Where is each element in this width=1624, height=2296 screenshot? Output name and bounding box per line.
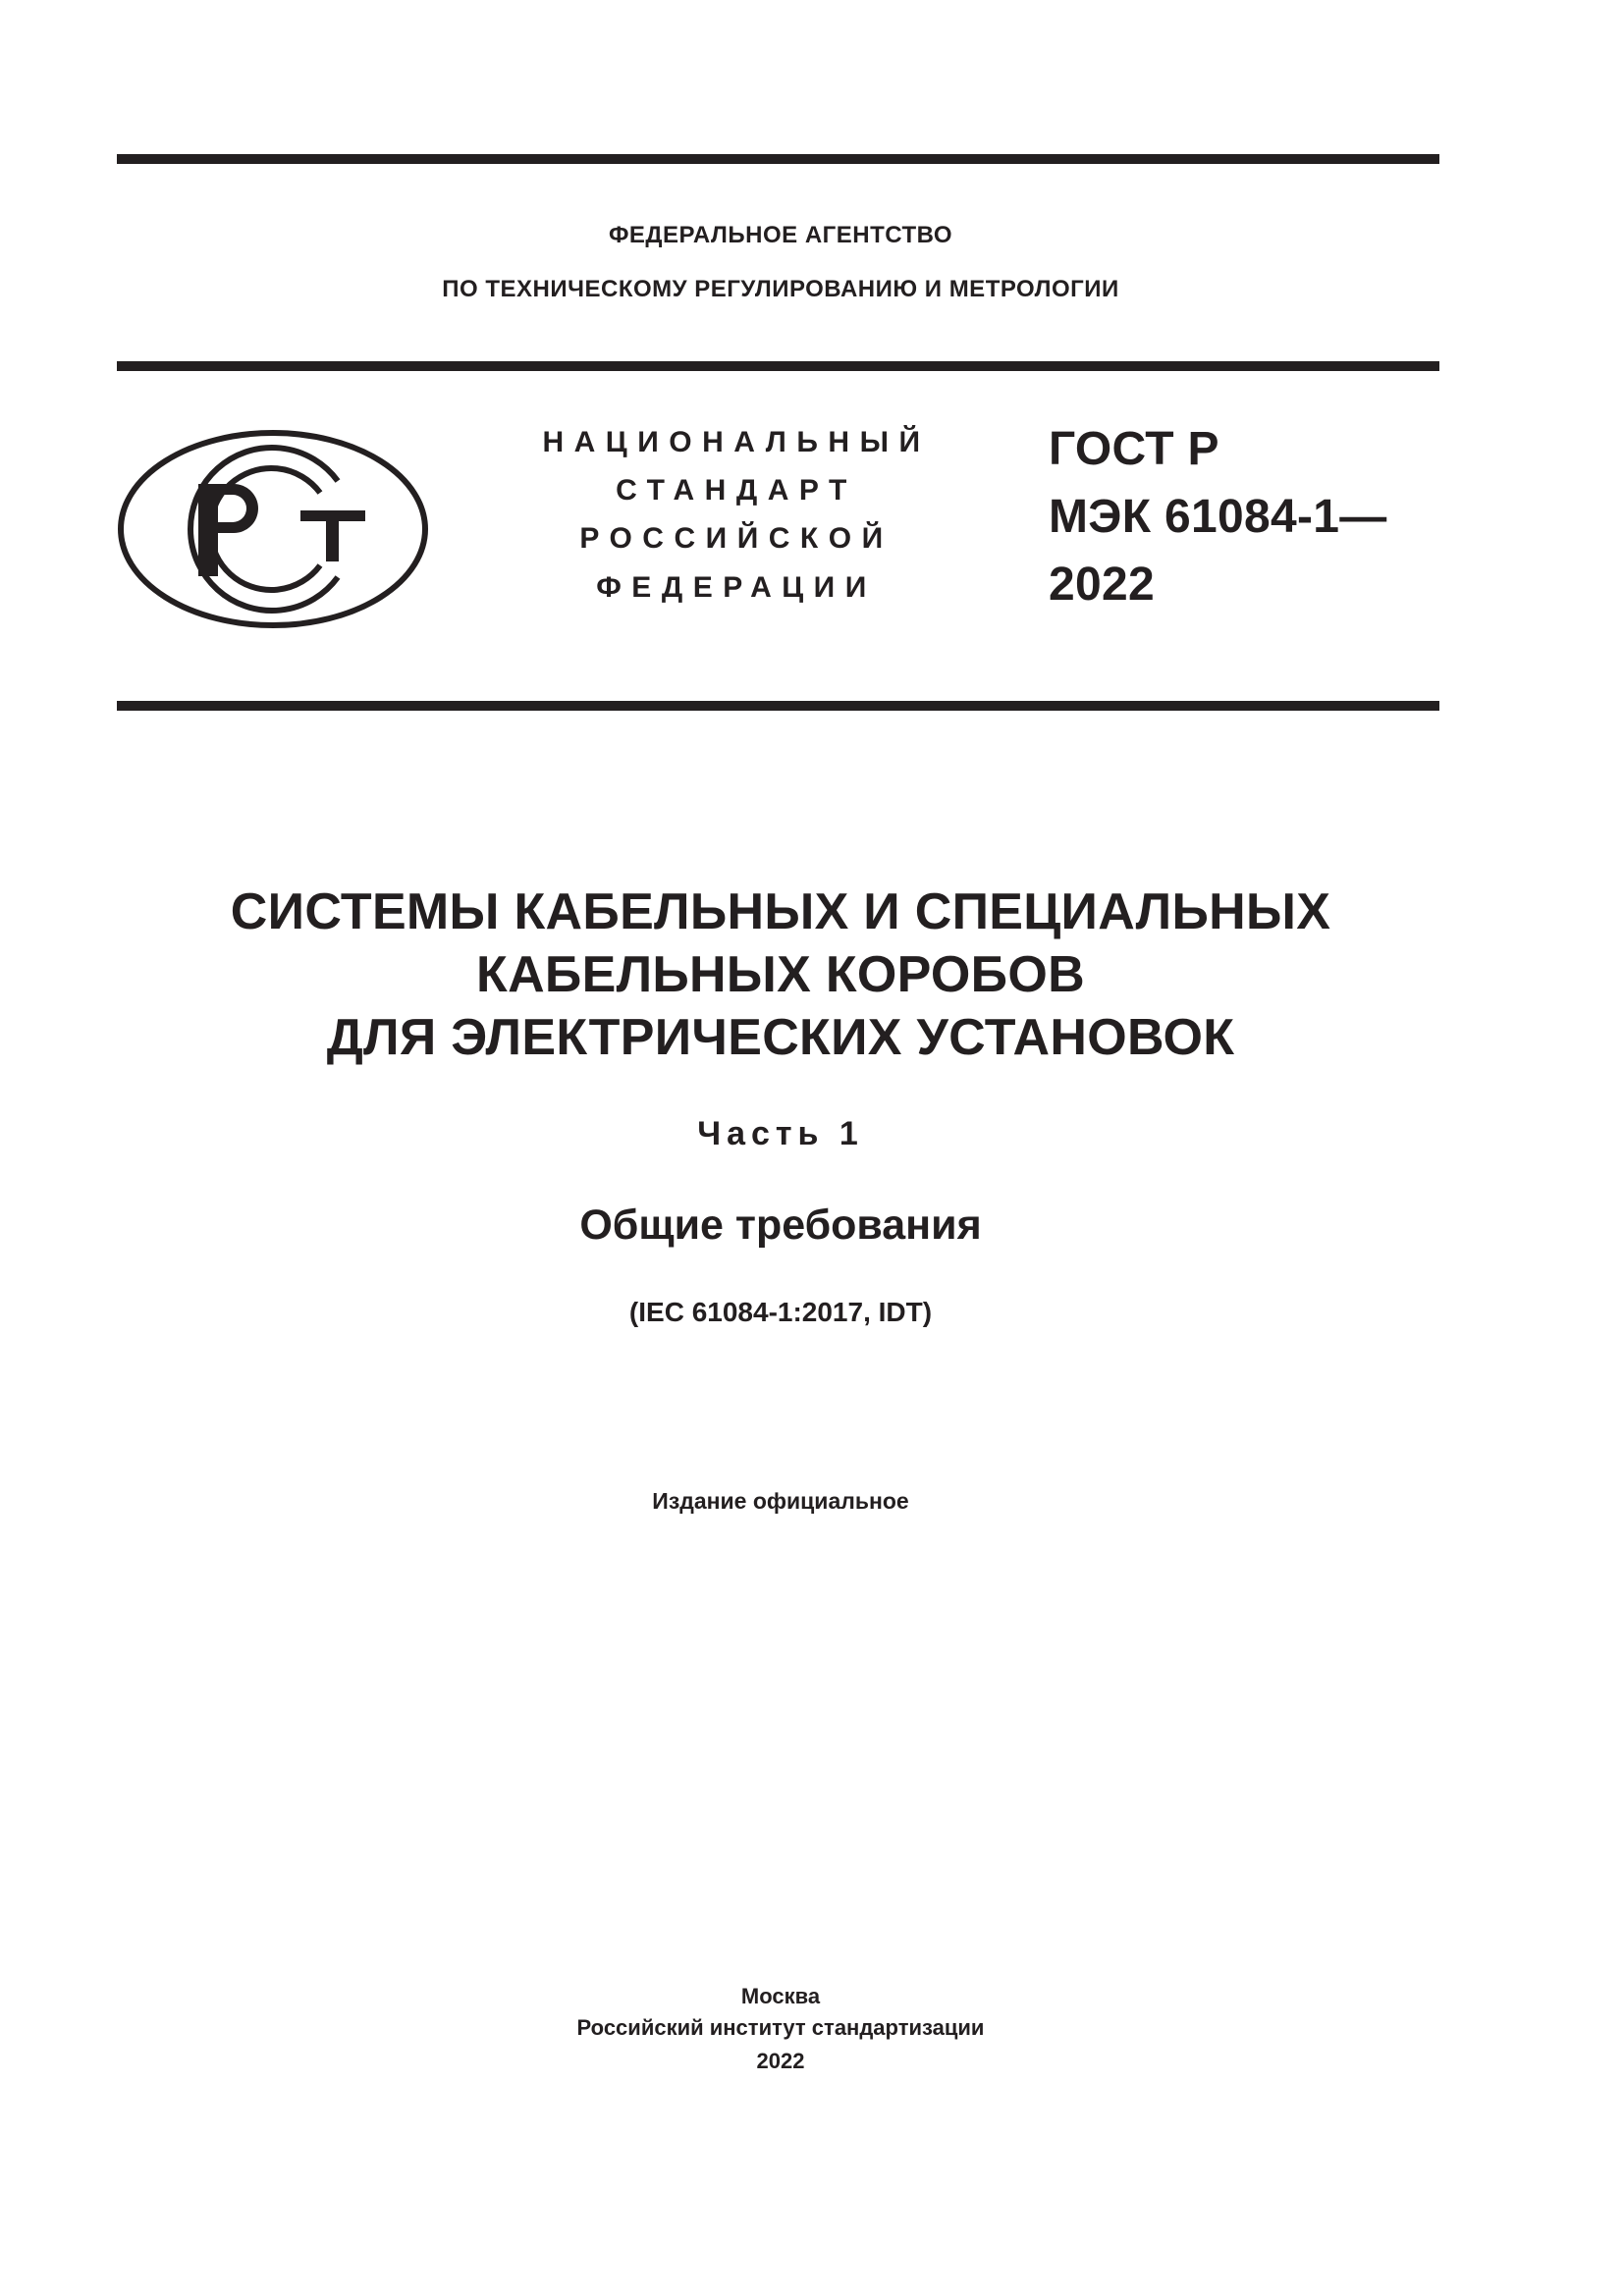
part-label: Часть 1 [697, 1115, 864, 1152]
masthead-bottom-rule [117, 701, 1439, 711]
standard-designation-line-3: 2022 [1049, 559, 1155, 611]
publication-year: 2022 [756, 2049, 805, 2073]
agency-name-line-1: ФЕДЕРАЛЬНОЕ АГЕНТСТВО [608, 222, 953, 248]
iec-reference: (IEC 61084-1:2017, IDT) [628, 1297, 933, 1327]
standard-designation-line-2: МЭК 61084-1— [1049, 491, 1387, 543]
header-rule [117, 361, 1439, 371]
national-standard-line-3: РОССИЙСКОЙ [579, 522, 893, 555]
edition-note: Издание официальное [652, 1488, 909, 1514]
agency-name-line-2: ПО ТЕХНИЧЕСКОМУ РЕГУЛИРОВАНИЮ И МЕТРОЛОГИИ [442, 276, 1119, 302]
publisher-name: Российский институт стандартизации [576, 2015, 985, 2040]
national-standard-line-1: НАЦИОНАЛЬНЫЙ [542, 426, 931, 458]
document-title-line-2: КАБЕЛЬНЫХ КОРОБОВ [476, 946, 1085, 1003]
rst-logo-icon [116, 428, 430, 630]
top-rule [117, 154, 1439, 164]
standard-designation-line-1: ГОСТ Р [1049, 423, 1219, 475]
national-standard-line-2: СТАНДАРТ [616, 474, 857, 507]
document-title-line-3: ДЛЯ ЭЛЕКТРИЧЕСКИХ УСТАНОВОК [326, 1009, 1235, 1066]
publisher-city: Москва [740, 1984, 821, 2008]
national-standard-line-4: ФЕДЕРАЦИИ [596, 571, 877, 604]
document-title-line-1: СИСТЕМЫ КАБЕЛЬНЫХ И СПЕЦИАЛЬНЫХ [230, 883, 1331, 940]
document-subtitle: Общие требования [579, 1201, 982, 1249]
